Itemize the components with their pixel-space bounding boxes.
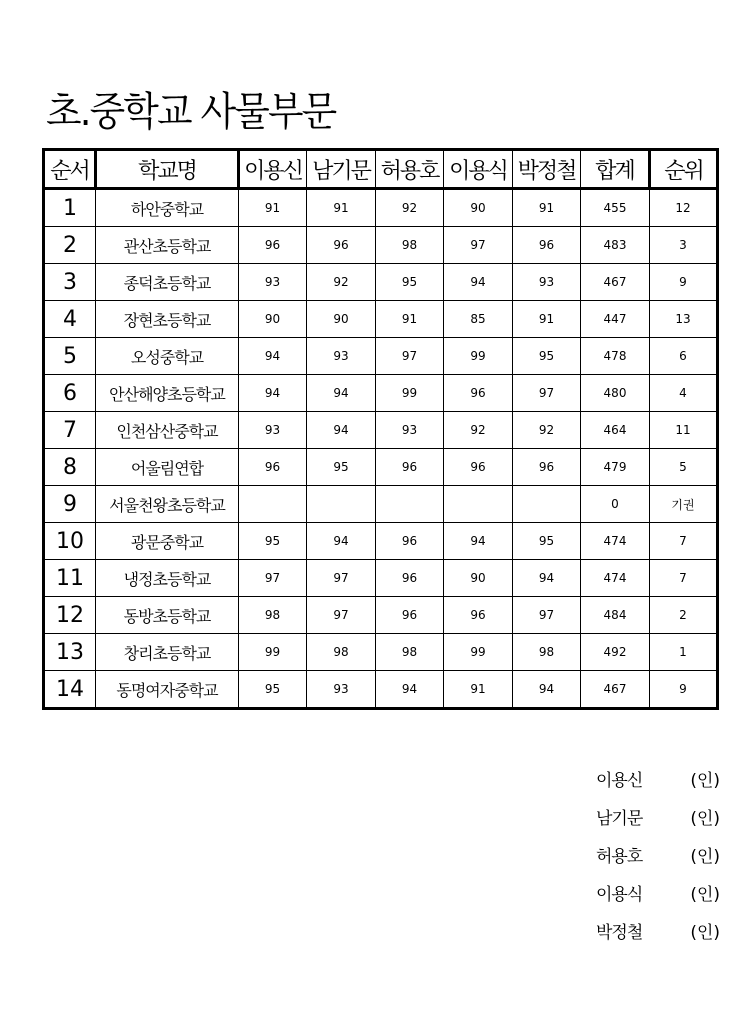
row-score-judge-1: 94 xyxy=(239,338,307,375)
row-score-judge-2: 92 xyxy=(307,264,376,301)
row-total: 455 xyxy=(581,189,650,227)
table-row xyxy=(44,264,718,301)
row-score-judge-1: 93 xyxy=(239,264,307,301)
table-row xyxy=(44,634,718,671)
header-school: 학교명 xyxy=(96,150,239,189)
row-total: 483 xyxy=(581,227,650,264)
signature-row xyxy=(596,768,720,806)
row-total: 480 xyxy=(581,375,650,412)
signature-row xyxy=(596,844,720,882)
row-score-judge-2: 96 xyxy=(307,227,376,264)
row-school-name: 광문중학교 xyxy=(96,523,239,560)
signature-block xyxy=(596,768,720,958)
signature-name: 허용호 xyxy=(596,847,643,867)
header-order: 순서 xyxy=(44,150,96,189)
row-rank: 6 xyxy=(650,338,718,375)
row-score-judge-4: 96 xyxy=(444,597,513,634)
table-row xyxy=(44,301,718,338)
row-score-judge-3: 91 xyxy=(376,301,444,338)
row-score-judge-2: 93 xyxy=(307,338,376,375)
signature-seal: (인) xyxy=(690,809,720,829)
row-score-judge-5: 95 xyxy=(513,338,581,375)
score-table xyxy=(42,148,719,710)
row-rank: 9 xyxy=(650,671,718,709)
signature-seal: (인) xyxy=(690,847,720,867)
signature-seal: (인) xyxy=(690,771,720,791)
row-order: 4 xyxy=(44,301,96,338)
signature-name: 남기문 xyxy=(596,809,643,829)
table-row xyxy=(44,227,718,264)
row-score-judge-5: 96 xyxy=(513,227,581,264)
row-rank: 13 xyxy=(650,301,718,338)
row-school-name: 동명여자중학교 xyxy=(96,671,239,709)
row-score-judge-1: 91 xyxy=(239,189,307,227)
row-score-judge-5: 95 xyxy=(513,523,581,560)
row-rank: 기권 xyxy=(650,486,718,523)
row-order: 13 xyxy=(44,634,96,671)
row-score-judge-4: 94 xyxy=(444,523,513,560)
signature-name: 이용식 xyxy=(596,885,643,905)
row-rank: 2 xyxy=(650,597,718,634)
signature-name: 이용신 xyxy=(596,771,643,791)
table-row xyxy=(44,671,718,709)
row-score-judge-3: 98 xyxy=(376,634,444,671)
row-score-judge-4: 91 xyxy=(444,671,513,709)
row-school-name: 냉정초등학교 xyxy=(96,560,239,597)
row-school-name: 동방초등학교 xyxy=(96,597,239,634)
row-rank: 3 xyxy=(650,227,718,264)
row-score-judge-5: 93 xyxy=(513,264,581,301)
row-score-judge-2: 93 xyxy=(307,671,376,709)
row-score-judge-5 xyxy=(513,486,581,523)
table-body xyxy=(44,189,718,709)
row-rank: 12 xyxy=(650,189,718,227)
row-score-judge-2: 90 xyxy=(307,301,376,338)
row-score-judge-4: 99 xyxy=(444,338,513,375)
row-score-judge-2: 97 xyxy=(307,560,376,597)
row-rank: 9 xyxy=(650,264,718,301)
row-school-name: 어울림연합 xyxy=(96,449,239,486)
table-row xyxy=(44,449,718,486)
row-total: 467 xyxy=(581,264,650,301)
row-score-judge-1: 93 xyxy=(239,412,307,449)
row-total: 0 xyxy=(581,486,650,523)
row-order: 5 xyxy=(44,338,96,375)
row-school-name: 하안중학교 xyxy=(96,189,239,227)
row-order: 11 xyxy=(44,560,96,597)
row-total: 484 xyxy=(581,597,650,634)
row-score-judge-2: 91 xyxy=(307,189,376,227)
row-score-judge-4: 92 xyxy=(444,412,513,449)
signature-seal: (인) xyxy=(690,885,720,905)
header-rank: 순위 xyxy=(650,150,718,189)
row-score-judge-1: 99 xyxy=(239,634,307,671)
table-row xyxy=(44,189,718,227)
row-school-name: 안산해양초등학교 xyxy=(96,375,239,412)
row-rank: 7 xyxy=(650,560,718,597)
signature-seal: (인) xyxy=(690,923,720,943)
row-total: 479 xyxy=(581,449,650,486)
row-score-judge-3: 92 xyxy=(376,189,444,227)
row-score-judge-3: 96 xyxy=(376,523,444,560)
row-score-judge-5: 91 xyxy=(513,301,581,338)
table-row xyxy=(44,597,718,634)
row-rank: 1 xyxy=(650,634,718,671)
signature-row xyxy=(596,806,720,844)
row-score-judge-1: 90 xyxy=(239,301,307,338)
row-score-judge-1: 96 xyxy=(239,449,307,486)
header-judge-4: 이용식 xyxy=(444,150,513,189)
row-score-judge-4: 90 xyxy=(444,560,513,597)
row-school-name: 창리초등학교 xyxy=(96,634,239,671)
table-row xyxy=(44,523,718,560)
row-score-judge-1: 94 xyxy=(239,375,307,412)
row-order: 7 xyxy=(44,412,96,449)
row-score-judge-4: 85 xyxy=(444,301,513,338)
row-score-judge-5: 98 xyxy=(513,634,581,671)
row-total: 474 xyxy=(581,560,650,597)
page-title: 초.중학교 사물부문 xyxy=(46,89,336,135)
row-rank: 5 xyxy=(650,449,718,486)
row-score-judge-2: 97 xyxy=(307,597,376,634)
row-school-name: 서울천왕초등학교 xyxy=(96,486,239,523)
header-judge-5: 박정철 xyxy=(513,150,581,189)
row-score-judge-4 xyxy=(444,486,513,523)
header-judge-1: 이용신 xyxy=(239,150,307,189)
row-school-name: 오성중학교 xyxy=(96,338,239,375)
row-score-judge-2: 98 xyxy=(307,634,376,671)
row-score-judge-3: 97 xyxy=(376,338,444,375)
row-total: 492 xyxy=(581,634,650,671)
row-score-judge-5: 92 xyxy=(513,412,581,449)
row-order: 2 xyxy=(44,227,96,264)
row-total: 467 xyxy=(581,671,650,709)
row-score-judge-4: 90 xyxy=(444,189,513,227)
signature-name: 박정철 xyxy=(596,923,643,943)
row-score-judge-4: 96 xyxy=(444,375,513,412)
row-score-judge-4: 96 xyxy=(444,449,513,486)
row-school-name: 장현초등학교 xyxy=(96,301,239,338)
row-score-judge-5: 94 xyxy=(513,671,581,709)
row-score-judge-1: 96 xyxy=(239,227,307,264)
row-score-judge-1: 95 xyxy=(239,523,307,560)
header-total: 합계 xyxy=(581,150,650,189)
row-rank: 4 xyxy=(650,375,718,412)
row-score-judge-1: 97 xyxy=(239,560,307,597)
signature-row xyxy=(596,920,720,958)
row-school-name: 관산초등학교 xyxy=(96,227,239,264)
row-score-judge-5: 94 xyxy=(513,560,581,597)
table-row xyxy=(44,412,718,449)
row-score-judge-2: 95 xyxy=(307,449,376,486)
row-order: 3 xyxy=(44,264,96,301)
row-score-judge-1 xyxy=(239,486,307,523)
row-order: 12 xyxy=(44,597,96,634)
row-school-name: 인천삼산중학교 xyxy=(96,412,239,449)
row-score-judge-5: 97 xyxy=(513,375,581,412)
row-score-judge-3: 96 xyxy=(376,560,444,597)
row-order: 6 xyxy=(44,375,96,412)
row-score-judge-2: 94 xyxy=(307,375,376,412)
row-total: 464 xyxy=(581,412,650,449)
row-total: 474 xyxy=(581,523,650,560)
row-score-judge-3: 96 xyxy=(376,597,444,634)
row-score-judge-4: 99 xyxy=(444,634,513,671)
row-score-judge-1: 95 xyxy=(239,671,307,709)
header-row xyxy=(44,150,718,189)
table-row xyxy=(44,338,718,375)
row-total: 478 xyxy=(581,338,650,375)
row-order: 8 xyxy=(44,449,96,486)
row-score-judge-3: 98 xyxy=(376,227,444,264)
row-score-judge-2: 94 xyxy=(307,412,376,449)
row-rank: 7 xyxy=(650,523,718,560)
row-order: 10 xyxy=(44,523,96,560)
row-score-judge-3 xyxy=(376,486,444,523)
row-score-judge-5: 91 xyxy=(513,189,581,227)
row-score-judge-3: 94 xyxy=(376,671,444,709)
row-score-judge-1: 98 xyxy=(239,597,307,634)
row-order: 14 xyxy=(44,671,96,709)
row-score-judge-2 xyxy=(307,486,376,523)
row-score-judge-2: 94 xyxy=(307,523,376,560)
row-score-judge-5: 97 xyxy=(513,597,581,634)
table-row xyxy=(44,560,718,597)
row-total: 447 xyxy=(581,301,650,338)
signature-row xyxy=(596,882,720,920)
row-order: 9 xyxy=(44,486,96,523)
row-score-judge-3: 99 xyxy=(376,375,444,412)
row-score-judge-5: 96 xyxy=(513,449,581,486)
row-school-name: 종덕초등학교 xyxy=(96,264,239,301)
row-score-judge-3: 93 xyxy=(376,412,444,449)
row-score-judge-4: 94 xyxy=(444,264,513,301)
row-rank: 11 xyxy=(650,412,718,449)
row-score-judge-3: 95 xyxy=(376,264,444,301)
header-judge-2: 남기문 xyxy=(307,150,376,189)
row-score-judge-4: 97 xyxy=(444,227,513,264)
header-judge-3: 허용호 xyxy=(376,150,444,189)
row-score-judge-3: 96 xyxy=(376,449,444,486)
row-order: 1 xyxy=(44,189,96,227)
table-row xyxy=(44,375,718,412)
table-row xyxy=(44,486,718,523)
